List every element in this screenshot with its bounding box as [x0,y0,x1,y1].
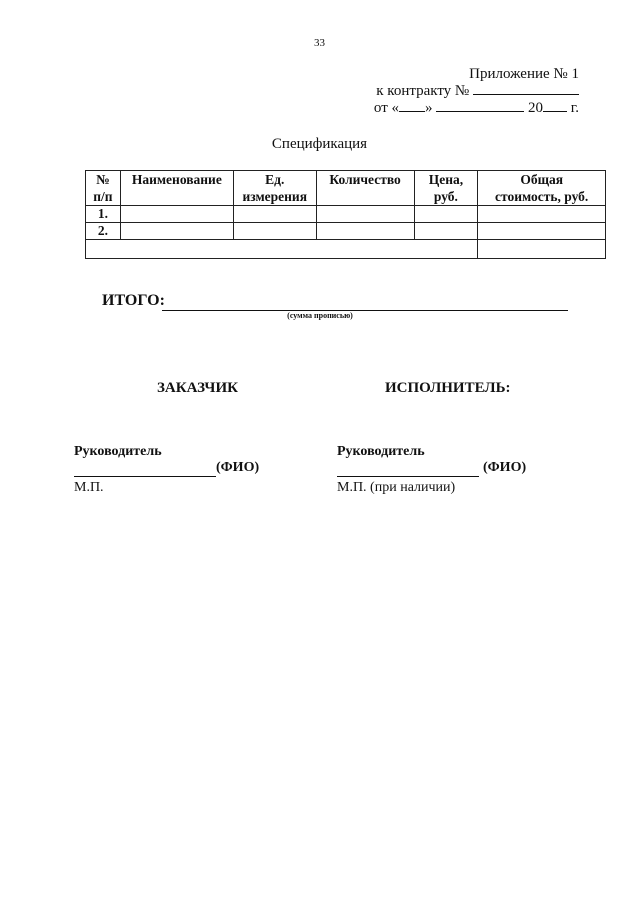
customer-stamp: М.П. [74,480,104,495]
spec-title: Спецификация [271,136,368,152]
contractor-signature-line [337,476,479,477]
page-number: 33 [314,37,325,49]
contract-prefix: к контракту № [376,83,470,99]
customer-signature-line [74,476,216,477]
spec-table-header [86,171,606,206]
date-month-blank [436,99,524,112]
header-cell-unit: Ед. измерения [233,171,316,206]
date-from-label: от « [373,100,400,116]
date-suffix-label: г. [570,100,579,116]
table-row [86,223,606,240]
header-cell-number: № п/п [86,171,121,206]
total-label: ИТОГО: [102,292,165,309]
total-words-hint: (сумма прописью) [287,311,353,320]
customer-role: Руководитель [74,444,162,459]
header-cell-name: Наименование [120,171,233,206]
contractor-stamp: М.П. (при наличии) [337,480,456,495]
customer-title: ЗАКАЗЧИК [157,380,238,396]
header-cell-quantity: Количество [316,171,414,206]
annex-header [374,66,579,116]
date-year-blank [543,99,567,112]
date-day-blank [399,99,425,112]
table-total-row [86,240,606,259]
contractor-fio: (ФИО) [483,460,527,475]
spec-table [85,170,606,259]
total-cell [478,240,606,259]
customer-fio: (ФИО) [216,460,260,475]
contract-number-line [374,82,579,99]
date-mid-label: » [425,100,433,116]
contractor-role: Руководитель [337,444,425,459]
row-number: 1. [86,206,121,223]
header-cell-price: Цена, руб. [414,171,478,206]
contract-number-blank [473,82,579,95]
contract-date-line [374,99,579,116]
contractor-title: ИСПОЛНИТЕЛЬ: [385,380,511,396]
header-cell-total: Общая стоимость, руб. [478,171,606,206]
date-year-label: 20 [528,100,544,116]
row-number: 2. [86,223,121,240]
table-row [86,206,606,223]
annex-title: Приложение № 1 [469,66,579,82]
